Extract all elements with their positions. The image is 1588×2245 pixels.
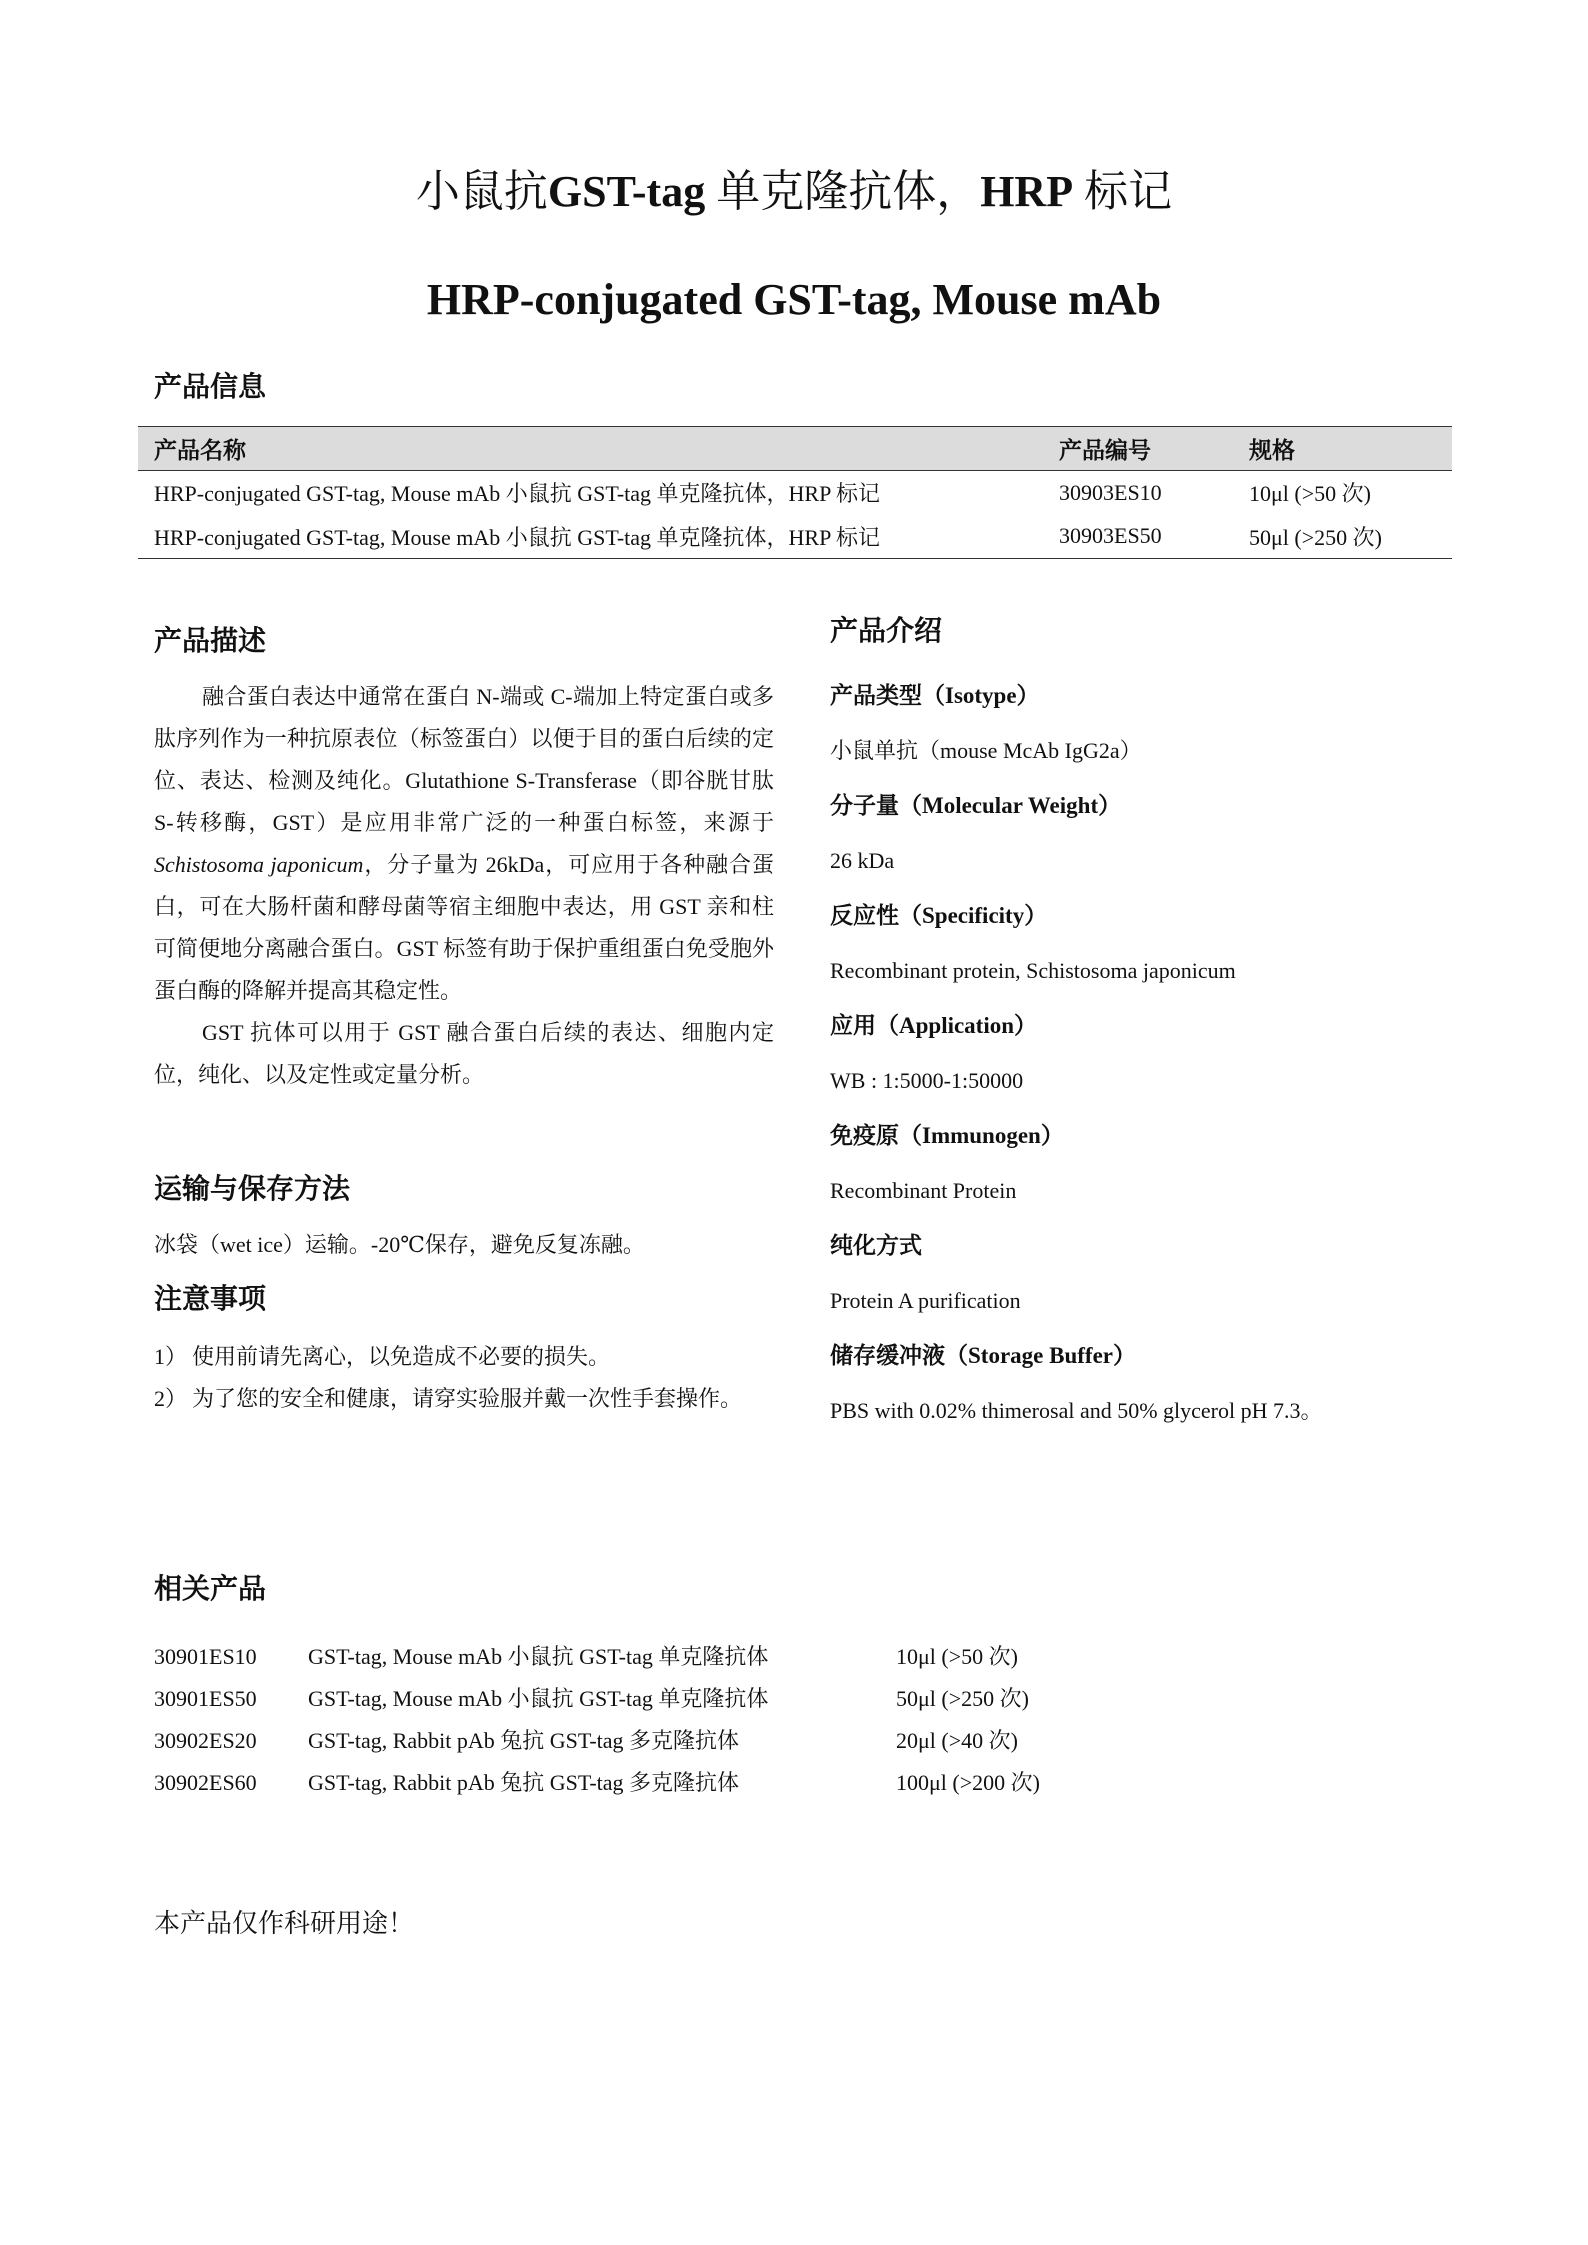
header-spec: 规格 [1249,438,1295,463]
notes-heading: 注意事项 [154,1284,267,1315]
list-item: 30901ES50 GST-tag, Mouse mAb 小鼠抗 GST-tag 单克隆抗体 50μl (>250 次) [154,1686,1029,1711]
table-row [138,515,1452,559]
purification-value: Protein A purification [830,1288,1021,1313]
immunogen-label: 免疫原（Immunogen） [830,1123,1064,1148]
title-english: HRP-conjugated GST-tag, Mouse mAb [426,275,1162,324]
related-heading: 相关产品 [154,1574,267,1605]
specificity-label: 反应性（Specificity） [830,903,1048,928]
list-item: 30902ES20 GST-tag, Rabbit pAb 兔抗 GST-tag 多克隆抗体 20μl (>40 次) [154,1728,1018,1753]
product-info-table [138,426,1452,559]
related-products-list [154,1636,1040,1804]
application-label: 应用（Application） [830,1013,1038,1038]
list-item: 30901ES10 GST-tag, Mouse mAb 小鼠抗 GST-tag 单克隆抗体 10μl (>50 次) [154,1644,1018,1669]
row-spec: 50μl (>250 次) [1249,524,1382,550]
title-chinese: 小鼠抗GST-tag 单克隆抗体，HRP 标记 [415,167,1173,216]
header-code: 产品编号 [1059,438,1151,463]
research-use-notice: 本产品仅作科研用途！ [154,1909,415,1938]
row-name: HRP-conjugated GST-tag, Mouse mAb 小鼠抗 GST-tag 单克隆抗体，HRP 标记 [154,481,881,507]
product-info-heading: 产品信息 [154,372,267,403]
storage-text: 冰袋（wet ice）运输。-20℃保存，避免反复冻融。 [154,1232,645,1257]
list-item: 2） 为了您的安全和健康，请穿实验服并戴一次性手套操作。 [154,1386,743,1411]
notes-list [154,1336,742,1420]
row-spec: 10μl (>50 次) [1249,481,1371,507]
isotype-label: 产品类型（Isotype） [830,683,1040,708]
description-heading: 产品描述 [154,626,267,657]
list-item: 30902ES60 GST-tag, Rabbit pAb 兔抗 GST-tag 多克隆抗体 100μl (>200 次) [154,1770,1040,1795]
description-body [154,676,774,1096]
buffer-label: 储存缓冲液（Storage Buffer） [830,1343,1136,1368]
row-name: HRP-conjugated GST-tag, Mouse mAb 小鼠抗 GST-tag 单克隆抗体，HRP 标记 [154,524,881,550]
specificity-value: Recombinant protein, Schistosoma japonicum [830,958,1236,983]
intro-heading: 产品介绍 [830,616,943,647]
buffer-value: PBS with 0.02% thimerosal and 50% glycerol pH 7.3。 [830,1398,1323,1423]
header-name: 产品名称 [154,438,246,463]
mw-value: 26 kDa [830,848,895,873]
table-row [138,471,1452,515]
description-paragraph-2: GST 抗体可以用于 GST 融合蛋白后续的表达、细胞内定位，纯化、以及定性或定量分析。 [154,1020,774,1087]
table-header-row [138,427,1452,471]
isotype-value: 小鼠单抗（mouse McAb IgG2a） [830,738,1142,763]
purification-label: 纯化方式 [830,1233,922,1258]
list-item: 1） 使用前请先离心，以免造成不必要的损失。 [154,1344,611,1369]
row-code: 30903ES10 [1059,479,1162,505]
mw-label: 分子量（Molecular Weight） [830,793,1122,818]
storage-heading: 运输与保存方法 [154,1174,351,1205]
row-code: 30903ES50 [1059,523,1162,549]
product-intro [830,614,1470,1438]
immunogen-value: Recombinant Protein [830,1178,1017,1203]
application-value: WB : 1:5000-1:50000 [830,1068,1024,1093]
description-paragraph-1: 融合蛋白表达中通常在蛋白 N-端或 C-端加上特定蛋白或多肽序列作为一种抗原表位（标签蛋白）以便于目的蛋白后续的定位、表达、检测及纯化。Glutathione S-Transferase（即谷胱甘肽 S-转移酶，GST）是应用非常广泛的一种蛋白标签，来源于 Schistosoma japonicum，分子量为 26kDa，可应用于各种融合蛋白，可在大肠杆菌和酵母菌等宿主细胞中表达，用 GST 亲和柱可简便地分离融合蛋白。GST 标签有助于保护重组蛋白免受胞外蛋白酶的降解并提高其稳定性。 [154,684,774,1003]
